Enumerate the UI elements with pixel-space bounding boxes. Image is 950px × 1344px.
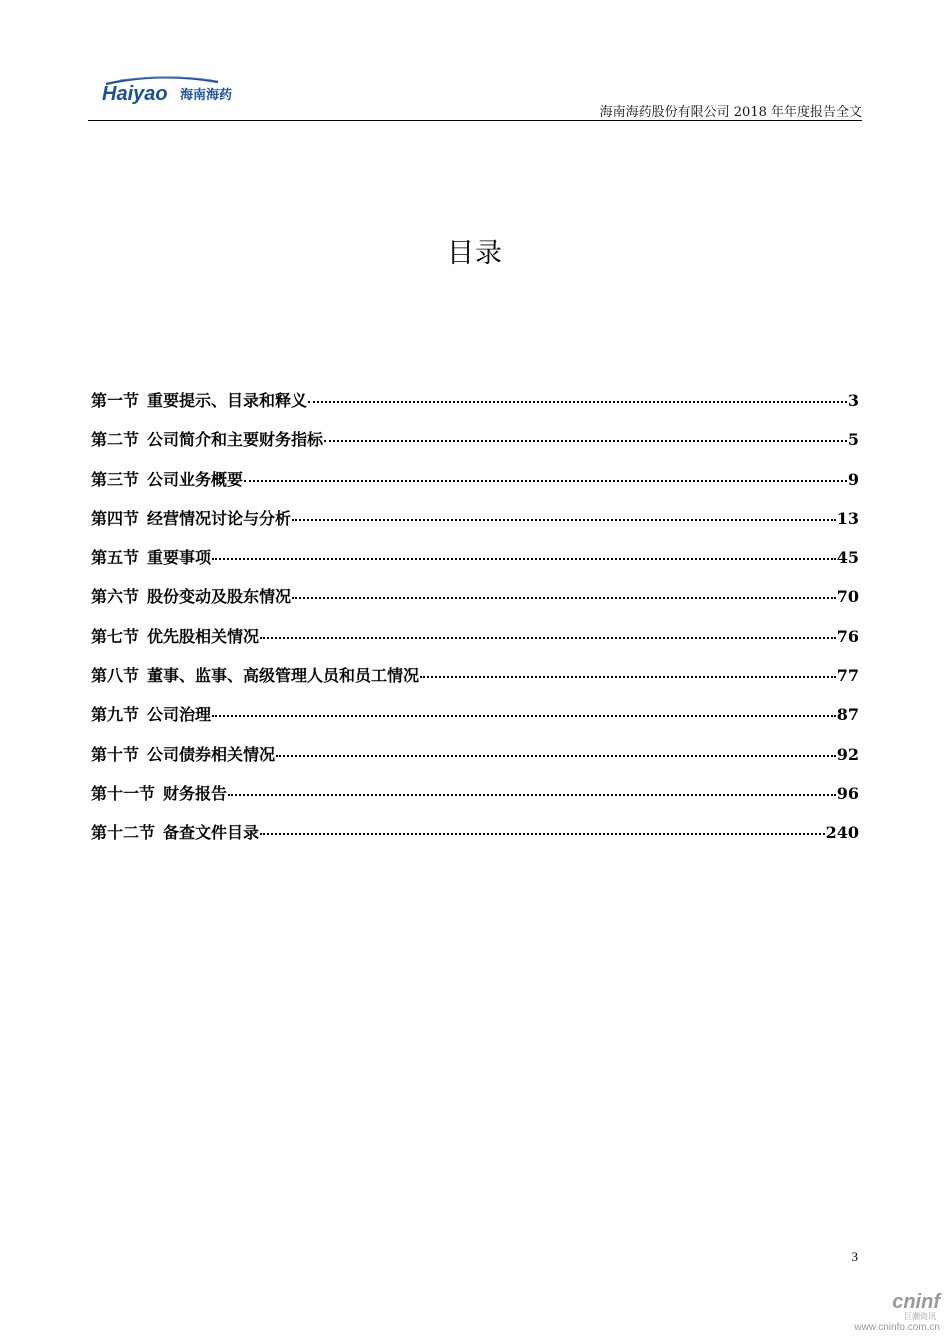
toc-leader-dots	[260, 637, 836, 639]
toc-leader-dots	[276, 755, 836, 757]
watermark-brand: cninf	[892, 1291, 940, 1313]
toc-title: 董事、监事、高级管理人员和员工情况	[147, 666, 420, 686]
logo-text: Haiyao	[102, 83, 168, 105]
toc-entry[interactable]	[91, 820, 859, 859]
toc-leader-dots	[212, 715, 836, 717]
logo-cn-text: 海南海药	[180, 88, 233, 103]
toc-title: 备查文件目录	[163, 823, 260, 843]
company-logo	[100, 76, 250, 112]
report-title: 海南海药股份有限公司 2018 年年度报告全文	[599, 105, 862, 120]
toc-section: 第四节	[91, 508, 140, 528]
toc-leader-dots	[212, 558, 836, 560]
toc-section: 第七节	[91, 626, 140, 646]
toc-page-number: 5	[847, 430, 859, 450]
toc-title: 经营情况讨论与分析	[147, 508, 292, 528]
toc-page-number: 77	[836, 666, 859, 686]
haiyao-logo-graphic	[100, 76, 250, 112]
toc-entry[interactable]	[91, 624, 859, 663]
toc-leader-dots	[324, 440, 847, 442]
toc-entry[interactable]	[91, 584, 859, 623]
toc-section: 第十一节	[91, 783, 156, 803]
toc-title: 公司治理	[147, 705, 212, 725]
toc-entry[interactable]	[91, 388, 859, 427]
toc-leader-dots	[292, 519, 836, 521]
toc-leader-dots	[308, 401, 847, 403]
toc-leader-dots	[420, 676, 836, 678]
cninfo-watermark	[830, 1292, 940, 1336]
toc-page-number: 3	[847, 391, 859, 410]
toc-title: 公司简介和主要财务指标	[147, 430, 324, 450]
toc-page-number: 70	[836, 587, 859, 607]
toc-page-number: 240	[825, 823, 859, 843]
toc-leader-dots	[228, 794, 836, 796]
toc-page-number: 96	[836, 783, 859, 803]
toc-entry[interactable]	[91, 506, 859, 545]
page-number: 3	[851, 1249, 858, 1264]
toc-page-number: 13	[836, 508, 859, 528]
toc-page-number: 9	[847, 469, 859, 489]
toc-entry[interactable]	[91, 545, 859, 584]
toc-page-number: 45	[836, 548, 859, 568]
toc-leader-dots	[260, 833, 825, 835]
toc-title: 财务报告	[163, 783, 228, 803]
toc-title: 公司业务概要	[147, 469, 244, 489]
table-of-contents	[91, 388, 859, 860]
toc-leader-dots	[244, 480, 847, 482]
toc-page-number: 76	[836, 626, 859, 646]
watermark-sub: 巨潮资讯	[904, 1312, 936, 1321]
toc-entry[interactable]	[91, 742, 859, 781]
toc-section: 第九节	[91, 705, 140, 725]
toc-section: 第一节	[91, 391, 140, 410]
toc-entry[interactable]	[91, 702, 859, 741]
toc-section: 第六节	[91, 587, 140, 607]
toc-title: 优先股相关情况	[147, 626, 260, 646]
toc-page-number: 87	[836, 705, 859, 725]
toc-title: 重要事项	[147, 548, 212, 568]
toc-section: 第三节	[91, 469, 140, 489]
toc-page-number: 92	[836, 744, 859, 764]
toc-entry[interactable]	[91, 663, 859, 702]
page-title: 目录	[447, 238, 503, 269]
toc-section: 第五节	[91, 548, 140, 568]
toc-title: 股份变动及股东情况	[147, 587, 292, 607]
toc-section: 第十节	[91, 744, 140, 764]
watermark-url: www.cninfo.com.cn	[854, 1322, 940, 1333]
toc-title: 公司债券相关情况	[147, 744, 276, 764]
toc-section: 第二节	[91, 430, 140, 450]
toc-title: 重要提示、目录和释义	[147, 391, 308, 410]
toc-entry[interactable]	[91, 781, 859, 820]
toc-entry[interactable]	[91, 467, 859, 506]
toc-section: 第十二节	[91, 823, 156, 843]
toc-entry[interactable]	[91, 427, 859, 466]
header-divider	[88, 120, 862, 121]
toc-section: 第八节	[91, 666, 140, 686]
toc-leader-dots	[292, 597, 836, 599]
